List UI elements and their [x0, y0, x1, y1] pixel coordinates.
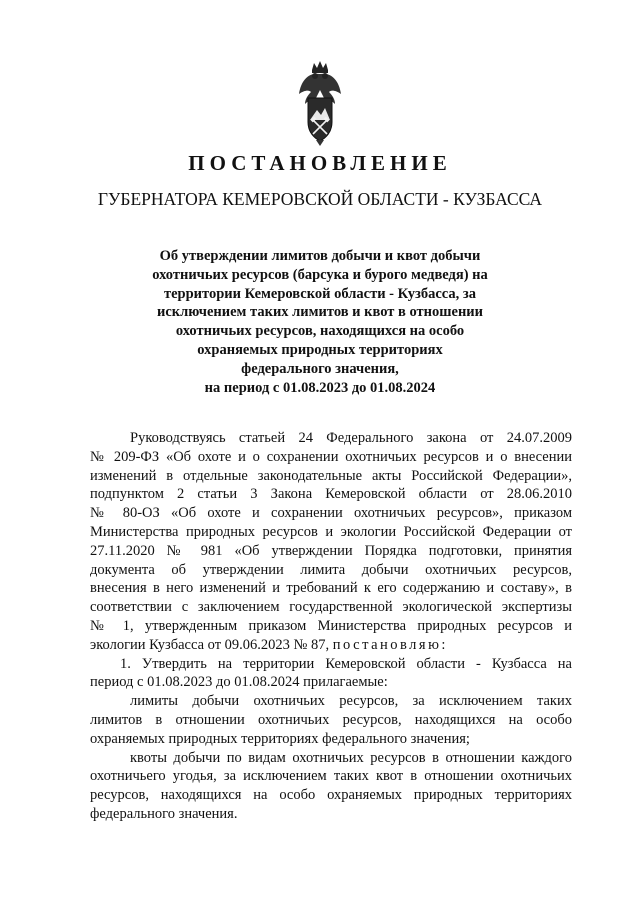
body-line: Руководствуясь статьей 24 Федерального закона от 24.07.2009	[130, 430, 572, 446]
body-line: федерального значения.	[90, 805, 238, 822]
title-line: охотничьих ресурсов, находящихся на особо	[175, 323, 465, 340]
body-line: № 80-ОЗ «Об охоте и сохранении охотничьих ресурсов», приказом	[90, 505, 572, 522]
body-line: № 1, утвержденным приказом Министерства природных ресурсов и	[90, 617, 572, 634]
title-line: на период с 01.08.2023 до 01.08.2024	[204, 379, 436, 396]
body-line: подпунктом 2 статьи 3 Закона Кемеровской области от 28.06.2010	[90, 486, 572, 503]
title-line: федерального значения,	[241, 360, 399, 377]
body-line: документа об утверждении лимита добычи охотничьих ресурсов,	[90, 561, 572, 578]
document-body	[90, 429, 572, 824]
body-line: охотничьего угодья, за исключением таких квот в отношении охотничьих	[90, 768, 572, 785]
body-line: внесения в него изменений и требований к его содержанию и составу», в	[90, 580, 572, 597]
title-line: территории Кемеровской области - Кузбасса, за	[164, 285, 476, 302]
body-line: 27.11.2020 № 981 «Об утверждении Порядка подготовки, принятия	[90, 542, 572, 559]
document-type-heading: ПОСТАНОВЛЕНИЕ	[188, 151, 452, 175]
body-line: ресурсов, находящихся на особо охраняемых природных территориях	[90, 787, 572, 804]
numbered-item: 1. Утвердить на территории Кемеровской области - Кузбасса на	[120, 655, 572, 672]
body-line: период с 01.08.2023 до 01.08.2024 прилагаемые:	[90, 674, 388, 691]
document-title	[60, 247, 580, 397]
body-line-text: экологии Кузбасса от 09.06.2023 № 87,	[90, 636, 330, 653]
title-line: Об утверждении лимитов добычи и квот добычи	[159, 248, 481, 264]
body-line: соответствии с заключением государственной экологической экспертизы	[90, 599, 572, 616]
body-line: № 209-ФЗ «Об охоте и о сохранении охотничьих ресурсов и о внесении	[90, 448, 572, 465]
body-line: лимиты добычи охотничьих ресурсов, за исключением таких	[130, 693, 572, 710]
body-line: лимитов в отношении охотничьих ресурсов, находящихся на особо	[90, 711, 572, 728]
issuing-authority: ГУБЕРНАТОРА КЕМЕРОВСКОЙ ОБЛАСТИ - КУЗБАССА	[97, 189, 543, 209]
title-line: исключением таких лимитов и квот в отношении	[156, 304, 484, 321]
decree-word: постановляю:	[332, 636, 448, 653]
title-line: охотничьих ресурсов (барсука и бурого медведя) на	[152, 266, 488, 283]
body-line: охраняемых природных территориях федерального значения;	[90, 730, 470, 747]
body-line: изменений в отдельные законодательные акты Российской Федерации»,	[90, 467, 572, 484]
body-line: Министерства природных ресурсов и экологии Российской Федерации от	[90, 523, 572, 540]
kuzbass-coat-of-arms-icon	[297, 60, 343, 146]
title-line: охраняемых природных территориях	[197, 341, 443, 358]
body-line	[90, 636, 572, 655]
body-line: квоты добычи по видам охотничьих ресурсов в отношении каждого	[130, 749, 572, 766]
